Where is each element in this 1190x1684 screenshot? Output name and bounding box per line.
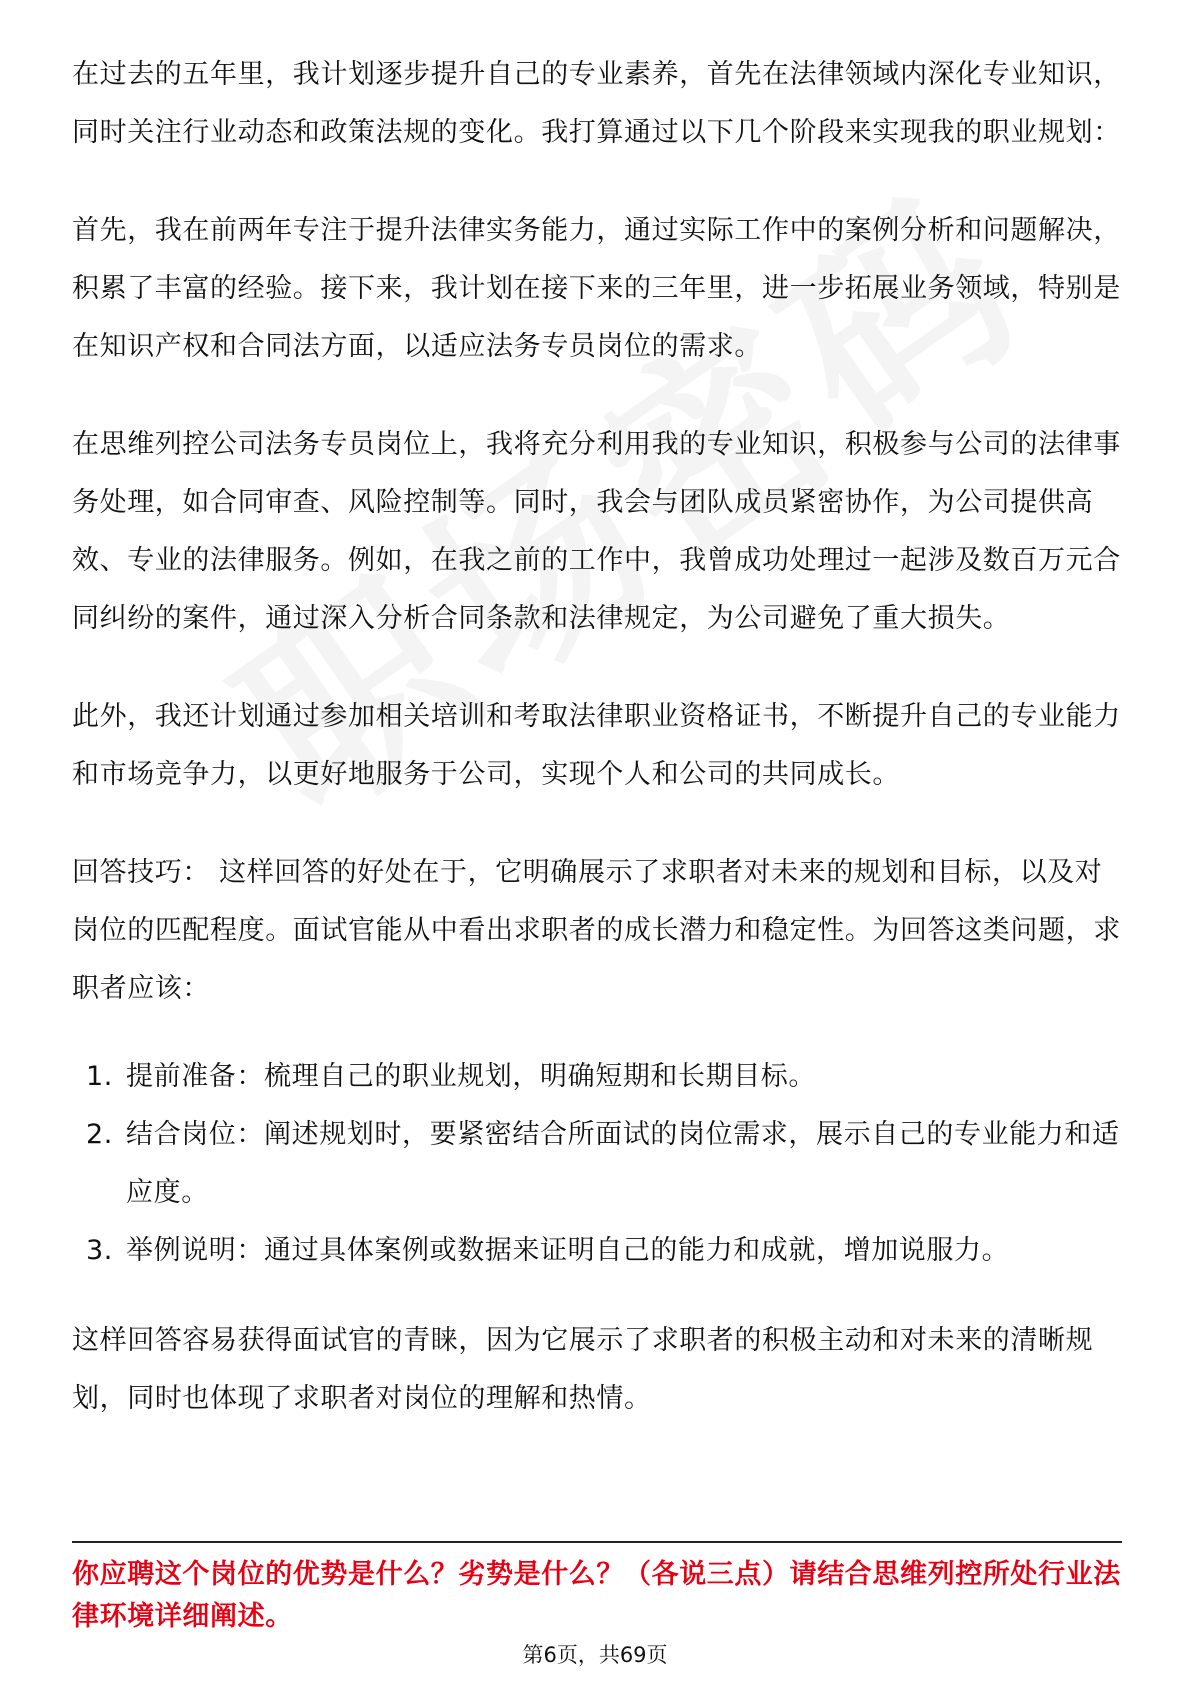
paragraph-role-contribution: 在思维列控公司法务专员岗位上，我将充分利用我的专业知识，积极参与公司的法律事务处理，如合同审查、风险控制等。同时，我会与团队成员紧密协作，为公司提供高效、专业的法律服务。例如，在我之前的工作中，我曾成功处理过一起涉及数百万元合同纠纷的案件，通过深入分析合同条款和法律规定，为公司避免了重大损失。 xyxy=(72,429,1121,634)
list-item-number: 1. xyxy=(86,1061,113,1092)
list-item xyxy=(72,1222,1122,1280)
paragraph-answer-tips: 回答技巧： 这样回答的好处在于，它明确展示了求职者对未来的规划和目标，以及对岗位的匹配程度。面试官能从中看出求职者的成长潜力和稳定性。为回答这类问题，求职者应该： xyxy=(72,857,1121,1004)
paragraph-career-plan-stages: 首先，我在前两年专注于提升法律实务能力，通过实际工作中的案例分析和问题解决，积累了丰富的经验。接下来，我计划在接下来的三年里，进一步拓展业务领域，特别是在知识产权和合同法方面，以适应法务专员岗位的需求。 xyxy=(72,215,1121,362)
next-question-heading: 你应聘这个岗位的优势是什么？劣势是什么？（各说三点）请结合思维列控所处行业法律环境详细阐述。 xyxy=(72,1559,1121,1632)
section-divider xyxy=(72,1541,1122,1543)
list-item xyxy=(72,1106,1122,1222)
list-item-text: 举例说明：通过具体案例或数据来证明自己的能力和成就，增加说服力。 xyxy=(126,1235,1010,1266)
list-item-number: 2. xyxy=(86,1119,113,1150)
tips-list xyxy=(72,1048,1122,1280)
list-item-number: 3. xyxy=(86,1235,113,1266)
paragraph-further-development: 此外，我还计划通过参加相关培训和考取法律职业资格证书，不断提升自己的专业能力和市场竞争力，以更好地服务于公司，实现个人和公司的共同成长。 xyxy=(72,701,1121,790)
page-number-footer: 第6页，共69页 xyxy=(522,1643,668,1667)
list-item-text: 结合岗位：阐述规划时，要紧密结合所面试的岗位需求，展示自己的专业能力和适应度。 xyxy=(126,1119,1120,1208)
page-content xyxy=(72,46,1122,1468)
paragraph-conclusion: 这样回答容易获得面试官的青睐，因为它展示了求职者的积极主动和对未来的清晰规划，同时也体现了求职者对岗位的理解和热情。 xyxy=(72,1325,1094,1414)
list-item-text: 提前准备：梳理自己的职业规划，明确短期和长期目标。 xyxy=(126,1061,816,1092)
list-item xyxy=(72,1048,1122,1106)
paragraph-career-plan-intro: 在过去的五年里，我计划逐步提升自己的专业素养，首先在法律领域内深化专业知识，同时关注行业动态和政策法规的变化。我打算通过以下几个阶段来实现我的职业规划： xyxy=(72,59,1121,148)
